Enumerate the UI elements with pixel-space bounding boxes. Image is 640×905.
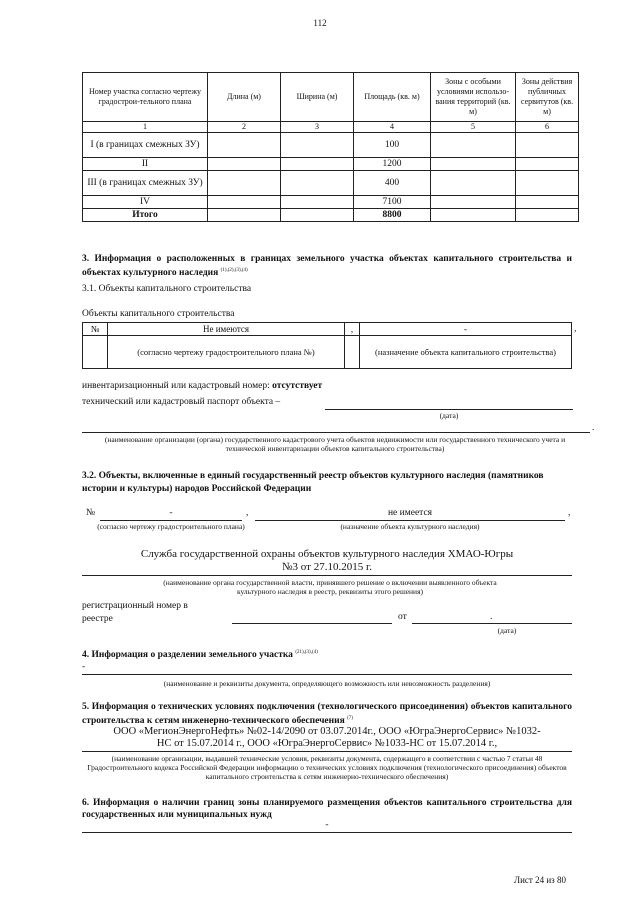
area-cell: 7100 xyxy=(354,196,431,209)
zone-cell: IV xyxy=(83,196,208,209)
zone-cell: II xyxy=(83,158,208,171)
section3-title: 3. Информация о расположенных в границах земельного участка объектах капитального строительства и объектах культурного наследия $^{(1),(2),(3),(4)}$ xyxy=(82,254,572,279)
area-cell: 1200 xyxy=(354,158,431,171)
table-row xyxy=(83,133,579,158)
heritage-purpose-value: не имеется xyxy=(387,508,433,518)
section4-value: - xyxy=(82,662,86,672)
org-line xyxy=(82,432,590,433)
sheet-counter: Лист 24 из 80 xyxy=(514,875,566,885)
table-row xyxy=(83,171,579,196)
separator: , xyxy=(345,323,360,336)
registry-label: регистрационный номер в реестре xyxy=(82,601,188,624)
from-label: от xyxy=(398,612,407,622)
heritage-no-caption: (согласно чертежу градостроительного плана) xyxy=(97,522,245,531)
authority-line xyxy=(82,575,572,576)
registry-line xyxy=(232,623,392,624)
col-index: 5 xyxy=(431,122,516,133)
section6-title: 6. Информация о наличии границ зоны планируемого размещения объектов капитального строительства для государственных или муниципальных нужд xyxy=(82,798,572,820)
col-header: Зоны с особыми условиями использо-вания территорий (кв. м) xyxy=(431,73,516,122)
object-purpose: - xyxy=(360,323,572,336)
section4-title: 4. Информация о разделении земельного участка $^{(21),(3),(4)}$ xyxy=(82,650,318,661)
heritage-purpose-caption: (назначение объекта культурного наследия) xyxy=(340,522,480,531)
authority-text: Служба государственной охраны объектов культурного наследия ХМАО-Югры №3 от 27.10.2015 г. xyxy=(140,548,514,573)
col-index: 4 xyxy=(354,122,431,133)
trail-comma: , xyxy=(574,324,577,334)
col-header: Зоны действия публичных сервитутов (кв. м) xyxy=(516,73,579,122)
page-number: 112 xyxy=(313,18,327,28)
objects-caption: Объекты капитального строительства xyxy=(82,309,235,319)
heritage-trail: , xyxy=(568,508,571,518)
col-header: Ширина (м) xyxy=(281,73,354,122)
table-row xyxy=(83,158,579,171)
object-number-caption: (согласно чертежу градостроительного плана №) xyxy=(108,336,345,369)
zone-cell: I (в границах смежных ЗУ) xyxy=(83,133,208,158)
section4-caption: (наименование и реквизиты документа, определяющего возможность или невозможность разделения) xyxy=(163,679,491,688)
section31-title: 3.1. Объекты капитального строительства xyxy=(82,284,252,294)
col-header: Площадь (кв. м) xyxy=(354,73,431,122)
object-purpose-caption: (назначение объекта капитального строительства) xyxy=(360,336,572,369)
area-cell: 400 xyxy=(354,171,431,196)
object-number: Не имеются xyxy=(108,323,345,336)
section6-line xyxy=(82,832,572,833)
table-row xyxy=(83,196,579,209)
org-caption: (наименование организации (органа) государственного кадастрового учета объектов недвижимости или государственного технического учета и технической инвентаризации объектов капитального строительства) xyxy=(104,435,566,453)
passport-label: технический или кадастровый паспорт объекта – xyxy=(82,397,281,407)
registry-date-line xyxy=(412,623,572,624)
area-cell: 100 xyxy=(354,133,431,158)
col-index: 2 xyxy=(208,122,281,133)
heritage-no-label: № xyxy=(86,508,96,518)
section4-line xyxy=(82,674,572,675)
zones-table xyxy=(82,72,579,222)
col-index: 1 xyxy=(83,122,208,133)
zone-cell: Итого xyxy=(83,209,208,222)
section5-title: 5. Информация о технических условиях подключения (технологического присоединения) объектов капитального строительства к сетям инженерно-технического обеспечения $^{(7)}$ xyxy=(82,702,572,727)
section5-line xyxy=(82,751,572,752)
col-index: 3 xyxy=(281,122,354,133)
passport-line xyxy=(325,409,573,410)
section5-value: ООО «МегионЭнергоНефть» №02-14/2090 от 03.07.2014г., ООО «ЮграЭнергоСервис» №1032- НС от 15.07.2014 г., ООО «ЮграЭнергоСервис» №1033-НС от 15.07.2014 г., xyxy=(113,726,541,749)
col-index: 6 xyxy=(516,122,579,133)
col-header: Длина (м) xyxy=(208,73,281,122)
heritage-purpose-line xyxy=(255,520,565,521)
objects-table xyxy=(82,322,572,369)
section32-title: 3.2. Объекты, включенные в единый государственный реестр объектов культурного наследия (памятников истории и культуры) народов Российской Федерации xyxy=(82,471,544,494)
area-cell: 8800 xyxy=(354,209,431,222)
registry-date-dot: . xyxy=(490,612,493,622)
col-header: Номер участка согласно чертежу градострои-тельного плана xyxy=(83,73,208,122)
org-dot: . xyxy=(592,423,595,433)
registry-date-caption: (дата) xyxy=(497,626,517,635)
heritage-comma: , xyxy=(246,508,249,518)
date-caption: (дата) xyxy=(439,411,459,420)
table-row xyxy=(83,209,579,222)
no-label: № xyxy=(83,323,108,336)
heritage-no-value: - xyxy=(169,508,173,518)
authority-caption: (наименование органа государственной власти, принявшего решение о включении выявленного объекта культурного наследия в реестр, реквизиты этого решения) xyxy=(163,578,497,596)
section6-value: - xyxy=(325,820,329,830)
heritage-no-line xyxy=(100,520,242,521)
inventory-number: инвентаризационный или кадастровый номер: отсутствует xyxy=(82,381,323,391)
zone-cell: III (в границах смежных ЗУ) xyxy=(83,171,208,196)
section5-caption: (наименование организации, выдавшей технические условия, реквизиты документа, содержащего в соответствии с частью 7 статьи 48 Градостроительного кодекса Российской Федерации информацию о технических условиях подключения (технологического присоединения) объектов капитального строительства к сетям инженерно-технического обеспечения) xyxy=(87,754,567,781)
